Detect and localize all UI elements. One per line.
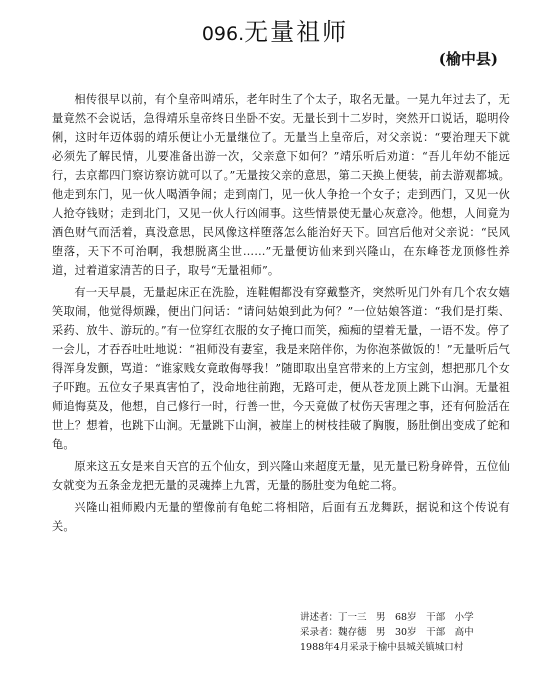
attribution-block — [300, 610, 474, 655]
story-title — [0, 12, 550, 47]
paragraph: 有一天早晨，无量起床正在洗脸，连鞋帽都没有穿戴整齐，突然听见门外有几个农女嬉笑取闹，他觉得烦躁，便出门问话：“请问姑娘到此为何？”一位姑娘答道：“我们是打柴、采药、放牛、游玩的。”有一位穿红衣服的女子掩口而笑，痴痴的望着无量，一语不发。停了一会儿，才吞吞吐吐地说：“祖师没有妻室，我是来陪伴你，为你泡茶做饭的！”无量听后气得浑身发颤，骂道：“谁家贱女竟敢侮辱我！”随即取出皇宫带来的上方宝剑，想把那几个女子吓跑。五位女子果真害怕了，没命地往前跑，无路可走，便从苍龙顶上跳下山涧。无量祖师追悔莫及，他想，自己修行一时，行善一世，今天竟做了杖伤天害理之事，还有何脸活在世上？想着，也跳下山涧。无量跳下山涧，被崖上的树枝挂破了胸腹，肠肚倒出变成了蛇和龟。 — [52, 286, 510, 451]
region-label: (榆中县) — [438, 50, 498, 68]
paragraph: 兴隆山祖师殿内无量的塑像前有龟蛇二将相陪，后面有五龙舞跃，据说和这个传说有关。 — [52, 501, 510, 533]
paragraph: 相传很早以前，有个皇帝叫靖乐，老年时生了个太子，取名无量。一晃九年过去了，无量竟然不会说话，急得靖乐皇帝终日坐卧不安。无量长到十二岁时，突然开口说话，聪明伶俐，这时年迈体弱的靖乐便让小无量继位了。无量当上皇帝后，对父亲说：“要治理天下就必须先了解民情，儿要准备出游一次，父亲意下如何？”靖乐听后劝道：“吾儿年幼不能远行，去京都四门察访察访就可以了。”无量按父亲的意思，第二天换上便装，前去游观都城。他走到东门，见一伙人喝酒争闹；走到南门，见一伙人争抢一个女子；走到西门，又见一伙人抢夺钱财；走到北门，又见一伙人行凶闹事。这些情景使无量心灰意冷。他想，人间竟为酒色财气而活着，真没意思，民风像这样堕落怎么能治好天下。回宫后他对父亲说：“民风堕落，天下不可治啊，我想脱离尘世……”无量便访仙来到兴隆山，在东峰苍龙顶修性养道，过着道家清苦的日子，取号“无量祖师”。 — [52, 93, 510, 277]
story-title-text: 无量祖师 — [244, 18, 349, 46]
narrator-line: 讲述者：丁一三 男 68岁 干部 小学 — [300, 612, 474, 623]
recorder-line: 采录者：魏存德 男 30岁 干部 高中 — [300, 627, 474, 638]
story-body — [52, 90, 510, 539]
paragraph: 原来这五女是来自天宫的五个仙女，到兴隆山来超度无量，见无量已粉身碎骨，五位仙女就变为五条金龙把无量的灵魂捧上九霄，无量的肠肚变为龟蛇二将。 — [52, 460, 510, 492]
record-date-line: 1988年4月采录于榆中县城关镇城口村 — [300, 642, 464, 653]
story-number: 096. — [201, 23, 245, 45]
